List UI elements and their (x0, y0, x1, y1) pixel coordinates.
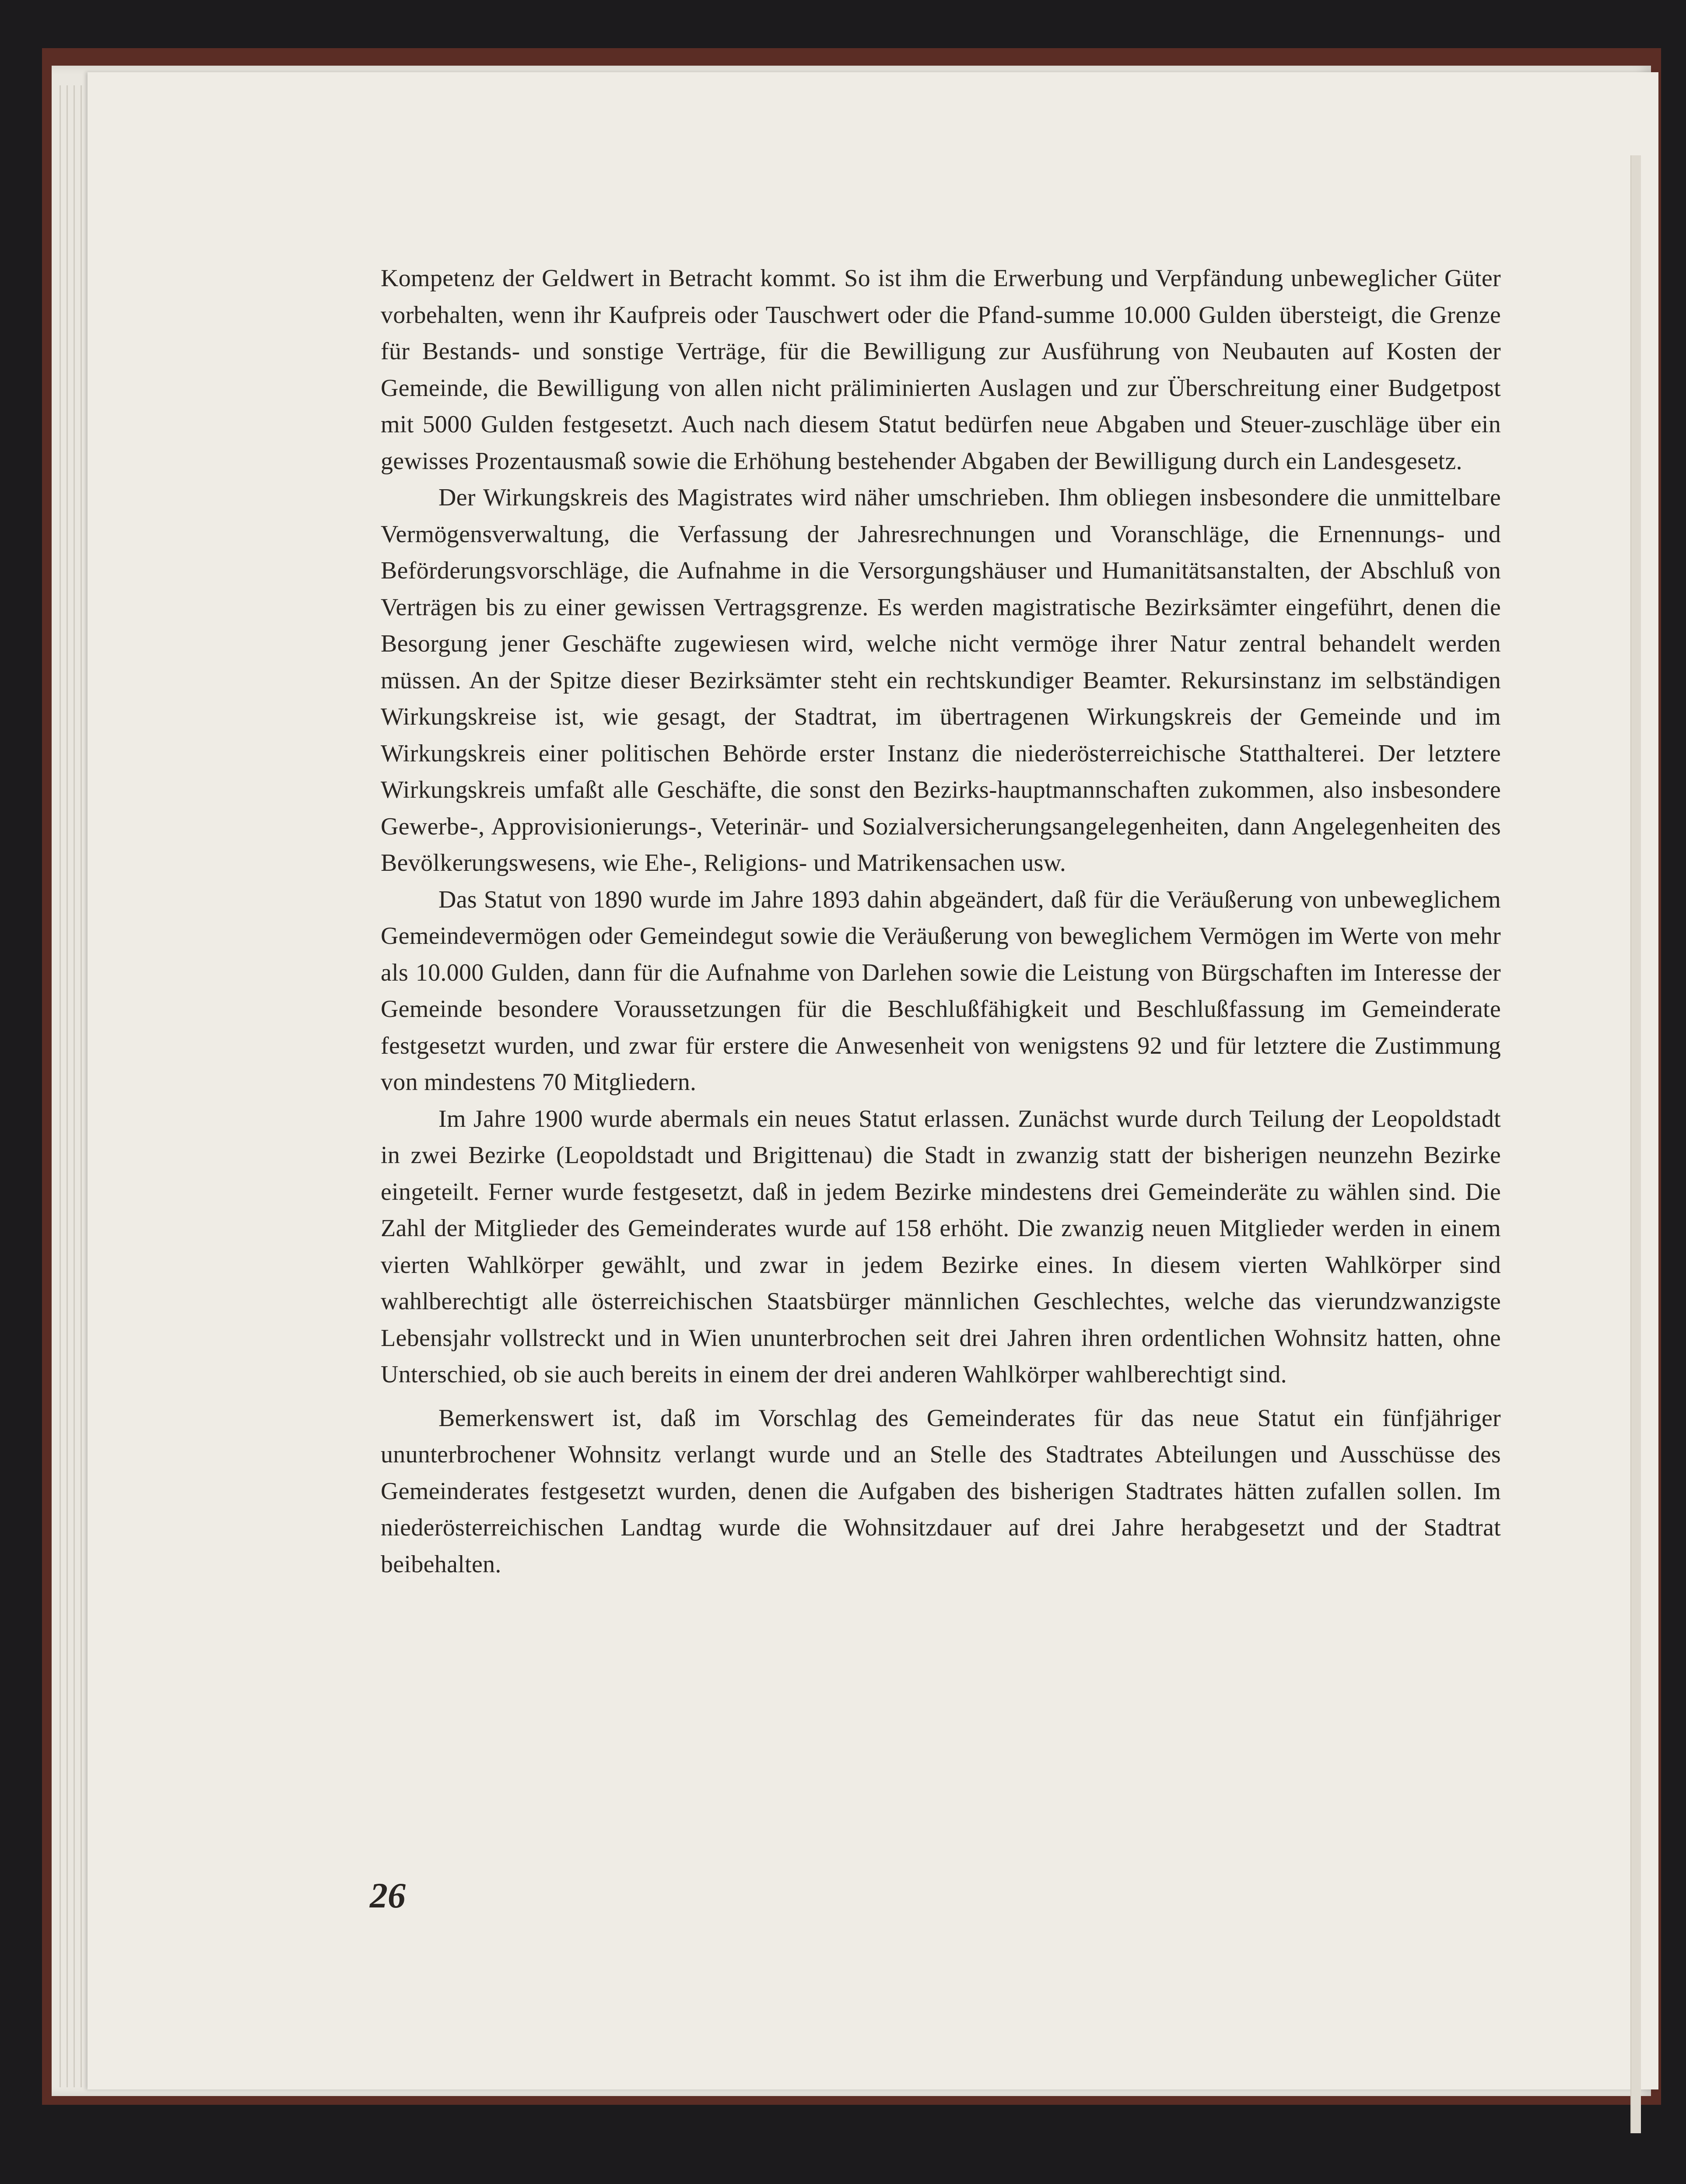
page-leaf-edge (74, 85, 75, 2087)
page-number: 26 (370, 1876, 406, 1915)
paragraph: Das Statut von 1890 wurde im Jahre 1893 dahin abgeändert, daß für die Veräußerung von unbeweglichem Gemeindevermögen oder Gemeindegut sowie die Veräußerung von beweglichem Vermögen im Werte von mehr als 10.000 Gulden, dann für die Aufnahme von Darlehen sowie die Leistung von Bürgschaften im Interesse der Gemeinde besondere Voraussetzungen für die Beschlußfähigkeit und Beschlußfassung im Gemeinderate festgesetzt wurden, und zwar für erstere die Anwesenheit von wenigstens 92 und für letztere die Zustimmung von mindestens 70 Mitgliedern. (381, 886, 1501, 1096)
page-leaf-edge (60, 85, 61, 2087)
paragraph: Der Wirkungskreis des Magistrates wird näher umschrieben. Ihm obliegen insbesondere die unmittelbare Vermögensverwaltung, die Verfassung der Jahresrechnungen und Voranschläge, die Ernennungs- und Beförderungsvorschläge, die Aufnahme in die Versorgungshäuser und Humanitätsanstalten, der Abschluß von Verträgen bis zu einer gewissen Vertragsgrenze. Es werden magistratische Bezirksämter eingeführt, denen die Besorgung jener Geschäfte zugewiesen wird, welche nicht vermöge ihrer Natur zentral behandelt werden müssen. An der Spitze dieser Bezirksämter steht ein rechtskundiger Beamter. Rekursinstanz im selbständigen Wirkungskreise ist, wie gesagt, der Stadtrat, im übertragenen Wirkungskreis der Gemeinde und im Wirkungskreis einer politischen Behörde erster Instanz die niederösterreichische Statthalterei. Der letztere Wirkungskreis umfaßt alle Geschäfte, die sonst den Bezirks-hauptmannschaften zukommen, also insbesondere Gewerbe-, Approvisionierungs-, Veterinär- und Sozialversicherungsangelegenheiten, dann Angelegenheiten des Bevölkerungswesens, wie Ehe-, Religions- und Matrikensachen usw. (381, 484, 1501, 876)
paragraph: Bemerkenswert ist, daß im Vorschlag des Gemeinderates für das neue Statut ein fünfjähriger ununterbrochener Wohnsitz verlangt wurde und an Stelle des Stadtrates Abteilungen und Ausschüsse des Gemeinderates festgesetzt wurden, denen die Aufgaben des bisherigen Stadtrates hätten zufallen sollen. Im niederösterreichischen Landtag wurde die Wohnsitzdauer auf drei Jahre herabgesetzt und der Stadtrat beibehalten. (381, 1404, 1501, 1578)
paragraph: Im Jahre 1900 wurde abermals ein neues Statut erlassen. Zunächst wurde durch Teilung der Leopoldstadt in zwei Bezirke (Leopoldstadt und Brigittenau) die Stadt in zwanzig statt der bisherigen neunzehn Bezirke eingeteilt. Ferner wurde festgesetzt, daß in jedem Bezirke mindestens drei Gemeinderäte zu wählen sind. Die Zahl der Mitglieder des Gemeinderates wurde auf 158 erhöht. Die zwanzig neuen Mitglieder werden in einem vierten Wahlkörper gewählt, und zwar in jedem Bezirke eines. In diesem vierten Wahlkörper sind wahlberechtigt alle österreichischen Staatsbürger männlichen Geschlechtes, welche das vierundzwanzigste Lebensjahr vollstreckt und in Wien ununterbrochen seit drei Jahren ihren ordentlichen Wohnsitz hatten, ohne Unterschied, ob sie auch bereits in einem der drei anderen Wahlkörper wahlberechtigt sind. (381, 1105, 1501, 1388)
page-leaf-edge (67, 85, 68, 2087)
page-right-edge (1630, 155, 1641, 2133)
body-text (381, 260, 1501, 1583)
page-leaf-edge (81, 85, 82, 2087)
paragraph: Kompetenz der Geldwert in Betracht kommt. So ist ihm die Erwerbung und Verpfändung unbeweglicher Güter vorbehalten, wenn ihr Kaufpreis oder Tauschwert oder die Pfand-summe 10.000 Gulden übersteigt, die Grenze für Bestands- und sonstige Verträge, für die Bewilligung zur Ausführung von Neubauten auf Kosten der Gemeinde, die Bewilligung von allen nicht präliminierten Auslagen und zur Überschreitung einer Budgetpost mit 5000 Gulden festgesetzt. Auch nach diesem Statut bedürfen neue Abgaben und Steuer-zuschläge über ein gewisses Prozentausmaß sowie die Erhöhung bestehender Abgaben der Bewilligung durch ein Landesgesetz. (381, 265, 1501, 475)
